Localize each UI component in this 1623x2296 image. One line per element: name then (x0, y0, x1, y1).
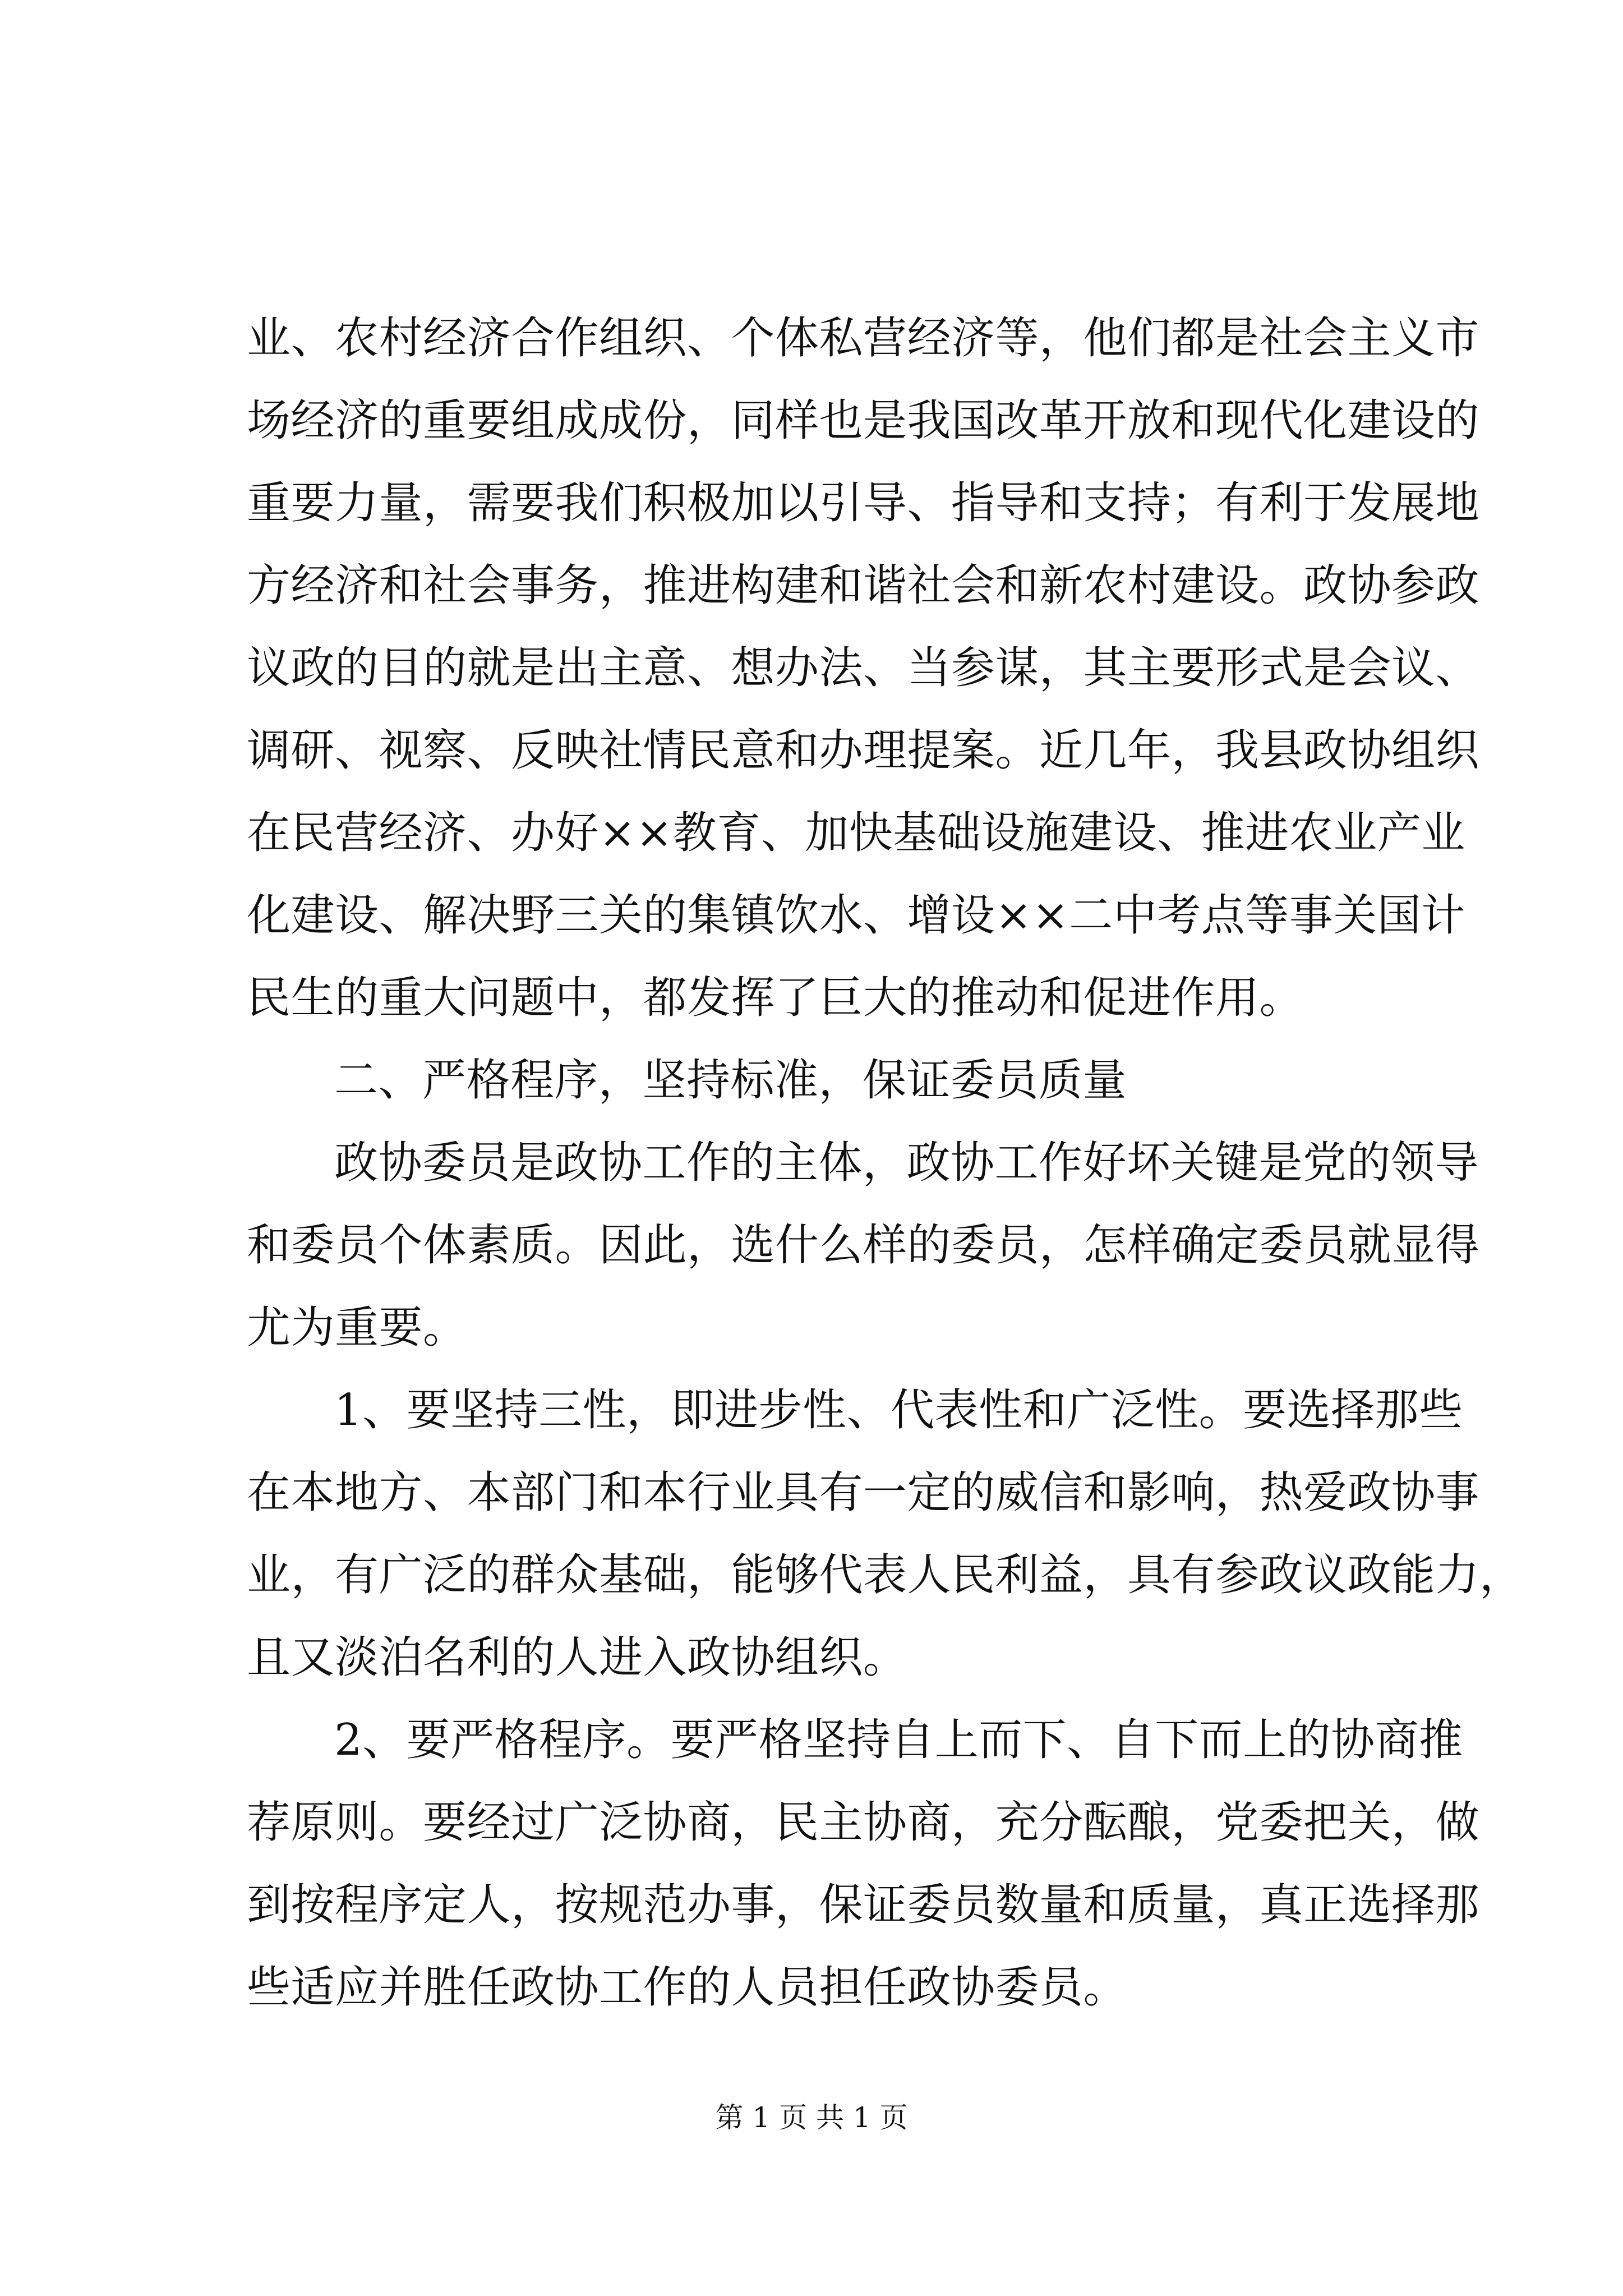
text-line-8: 化建设、解决野三关的集镇饮水、增设××二中考点等事关国计 (247, 890, 1465, 941)
text-line-21: 些适应并胜任政协工作的人员担任政协委员。 (247, 1962, 1128, 2013)
text-line-11: 政协委员是政协工作的主体，政协工作好坏关键是党的领导 (334, 1138, 1479, 1188)
text-line-1: 业、农村经济合作组织、个体私营经济等，他们都是社会主义市 (247, 313, 1480, 364)
page-footer: 第 1 页 共 1 页 (715, 2101, 908, 2134)
text-line-6: 调研、视察、反映社情民意和办理提案。近几年，我县政协组织 (247, 725, 1480, 776)
text-line-14: 1、要坚持三性，即进步性、代表性和广泛性。要选择那些 (334, 1385, 1463, 1435)
text-line-2: 场经济的重要组成成份，同样也是我国改革开放和现代化建设的 (247, 395, 1480, 446)
text-line-7: 在民营经济、办好××教育、加快基础设施建设、推进农业产业 (247, 808, 1465, 858)
text-line-4: 方经济和社会事务，推进构建和谐社会和新农村建设。政协参政 (247, 560, 1480, 611)
text-line-9: 民生的重大问题中，都发挥了巨大的推动和促进作用。 (247, 973, 1304, 1023)
body-text (247, 297, 1524, 2029)
text-line-18: 2、要严格程序。要严格坚持自上而下、自下而上的协商推 (334, 1715, 1463, 1765)
text-line-17: 且又淡泊名利的人进入政协组织。 (247, 1632, 907, 1683)
text-line-5: 议政的目的就是出主意、想办法、当参谋，其主要形式是会议、 (247, 643, 1480, 693)
text-line-20: 到按程序定人，按规范办事，保证委员数量和质量，真正选择那 (247, 1880, 1480, 1930)
text-line-19: 荐原则。要经过广泛协商，民主协商，充分酝酿，党委把关，做 (247, 1797, 1480, 1848)
text-line-13: 尤为重要。 (247, 1303, 467, 1353)
text-line-12: 和委员个体素质。因此，选什么样的委员，怎样确定委员就显得 (247, 1220, 1480, 1271)
text-line-15: 在本地方、本部门和本行业具有一定的威信和影响，热爱政协事 (247, 1467, 1480, 1518)
text-line-3: 重要力量，需要我们积极加以引导、指导和支持；有利于发展地 (247, 478, 1480, 528)
text-line-16: 业，有广泛的群众基础，能够代表人民利益，具有参政议政能力， (247, 1550, 1524, 1600)
section-heading: 二、严格程序，坚持标准，保证委员质量 (334, 1055, 1127, 1106)
